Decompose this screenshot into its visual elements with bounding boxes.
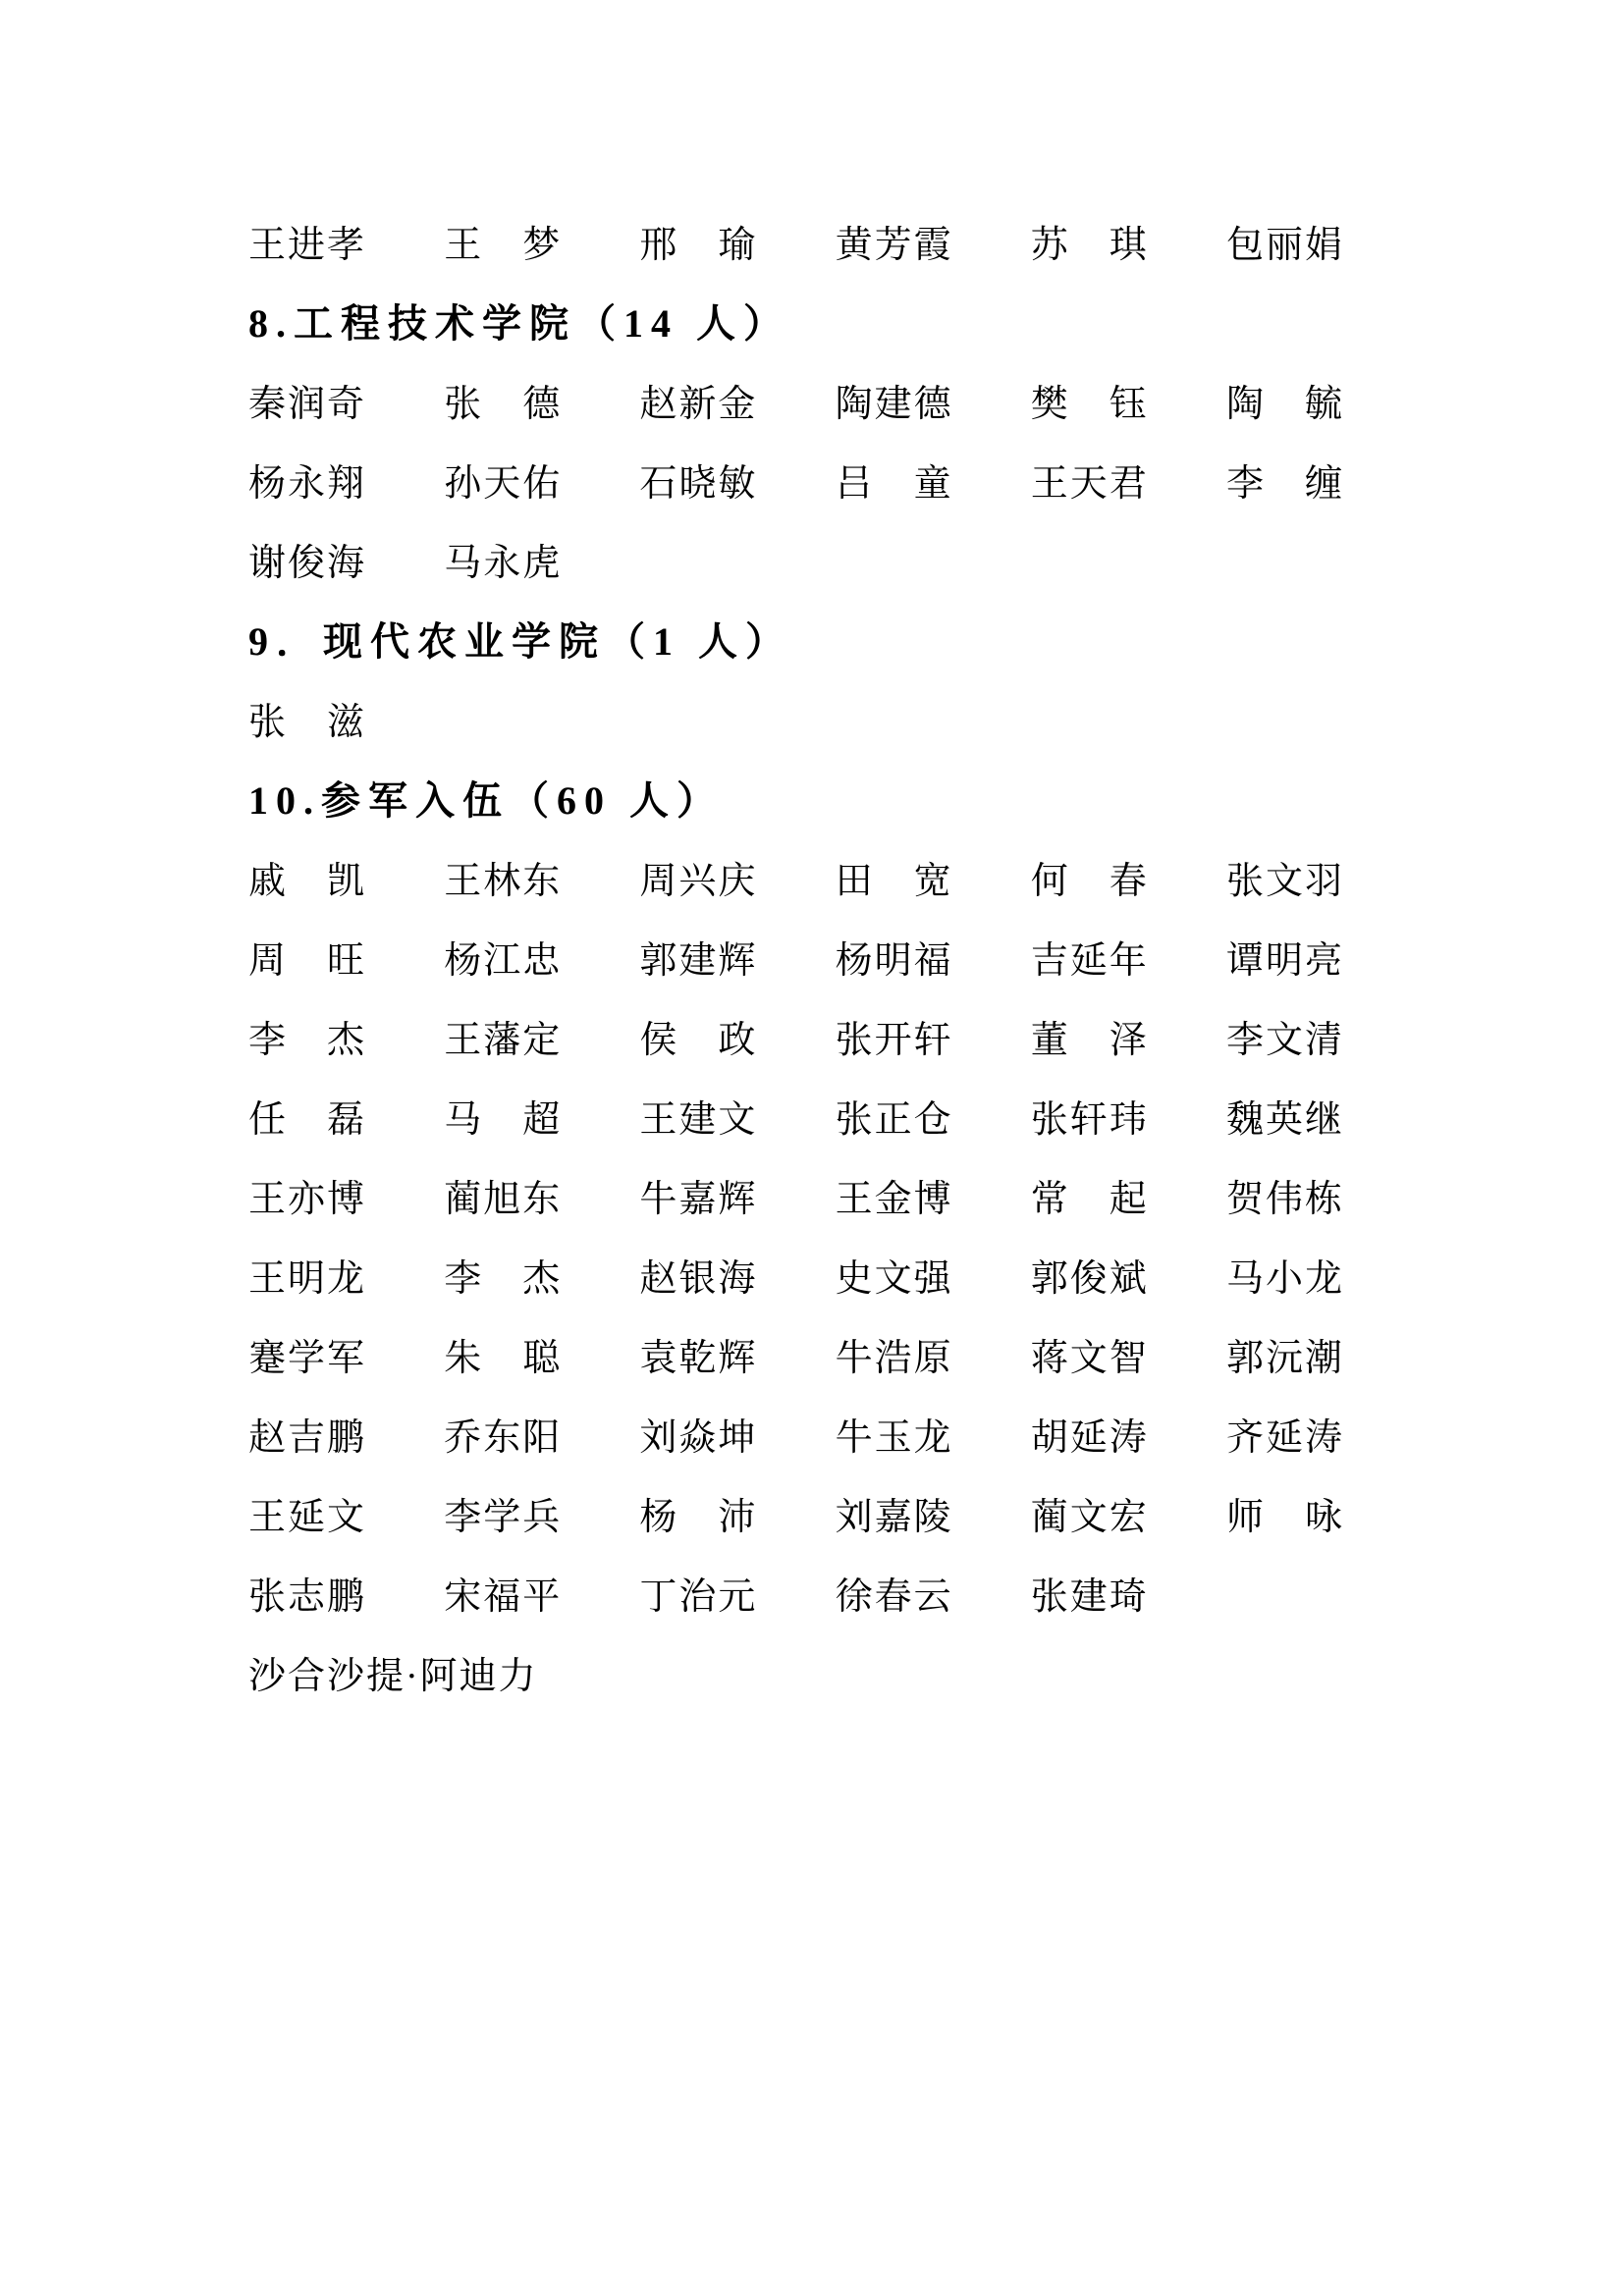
person-name: 朱 聪 xyxy=(444,1338,563,1379)
person-name: 王亦博 xyxy=(248,1179,367,1220)
person-name: 王天君 xyxy=(1030,463,1149,505)
person-name: 周兴庆 xyxy=(639,861,758,902)
person-name: 李 缠 xyxy=(1225,463,1344,505)
section-heading xyxy=(248,281,1378,360)
section-heading xyxy=(248,758,1378,837)
person-name: 蔺文宏 xyxy=(1030,1497,1149,1538)
person-name: 牛玉龙 xyxy=(835,1417,953,1459)
person-name: 常 起 xyxy=(1030,1179,1149,1220)
person-name: 王林东 xyxy=(444,861,563,902)
person-name: 孙天佑 xyxy=(444,463,563,505)
person-name: 谢俊海 xyxy=(248,543,367,584)
name-row xyxy=(248,1314,1378,1394)
person-name: 赵新金 xyxy=(639,384,758,425)
person-name: 杨江忠 xyxy=(444,940,563,982)
person-name: 邢 瑜 xyxy=(639,225,758,266)
person-name: 师 咏 xyxy=(1225,1497,1344,1538)
person-name: 丁治元 xyxy=(639,1576,758,1618)
person-name: 李 杰 xyxy=(248,1020,367,1061)
person-name: 乔东阳 xyxy=(444,1417,563,1459)
person-name: 袁乾辉 xyxy=(639,1338,758,1379)
person-name: 王进孝 xyxy=(248,225,367,266)
person-name: 何 春 xyxy=(1030,861,1149,902)
person-name: 杨 沛 xyxy=(639,1497,758,1538)
person-name: 郭建辉 xyxy=(639,940,758,982)
person-name: 胡延涛 xyxy=(1030,1417,1149,1459)
person-name: 贺伟栋 xyxy=(1225,1179,1344,1220)
person-name: 李 杰 xyxy=(444,1258,563,1300)
person-name: 马小龙 xyxy=(1225,1258,1344,1300)
person-name: 齐延涛 xyxy=(1225,1417,1344,1459)
person-name: 牛浩原 xyxy=(835,1338,953,1379)
name-row xyxy=(248,678,1378,758)
person-name: 郭俊斌 xyxy=(1030,1258,1149,1300)
person-name: 包丽娟 xyxy=(1225,225,1344,266)
name-row xyxy=(248,1076,1378,1155)
person-name: 徐春云 xyxy=(835,1576,953,1618)
person-name: 王延文 xyxy=(248,1497,367,1538)
person-name: 张建琦 xyxy=(1030,1576,1149,1618)
person-name: 魏英继 xyxy=(1225,1099,1344,1141)
person-name: 侯 政 xyxy=(639,1020,758,1061)
person-name: 沙合沙提·阿迪力 xyxy=(248,1656,538,1697)
person-name: 董 泽 xyxy=(1030,1020,1149,1061)
name-row xyxy=(248,440,1378,519)
person-name: 刘嘉陵 xyxy=(835,1497,953,1538)
person-name: 戚 凯 xyxy=(248,861,367,902)
name-row xyxy=(248,1632,1378,1712)
person-name: 张正仓 xyxy=(835,1099,953,1141)
name-row xyxy=(248,917,1378,996)
name-row xyxy=(248,519,1378,599)
name-row xyxy=(248,996,1378,1076)
person-name: 马永虎 xyxy=(444,543,563,584)
document-body xyxy=(248,201,1378,1712)
person-name: 蒋文智 xyxy=(1030,1338,1149,1379)
person-name: 石晓敏 xyxy=(639,463,758,505)
person-name: 史文强 xyxy=(835,1258,953,1300)
person-name: 张志鹏 xyxy=(248,1576,367,1618)
person-name: 谭明亮 xyxy=(1225,940,1344,982)
person-name: 田 宽 xyxy=(835,861,953,902)
person-name: 王 梦 xyxy=(444,225,563,266)
name-row xyxy=(248,1235,1378,1314)
person-name: 周 旺 xyxy=(248,940,367,982)
name-row xyxy=(248,1394,1378,1473)
person-name: 牛嘉辉 xyxy=(639,1179,758,1220)
person-name: 张轩玮 xyxy=(1030,1099,1149,1141)
person-name: 苏 琪 xyxy=(1030,225,1149,266)
person-name: 樊 钰 xyxy=(1030,384,1149,425)
person-name: 陶 毓 xyxy=(1225,384,1344,425)
name-row xyxy=(248,837,1378,917)
person-name: 王建文 xyxy=(639,1099,758,1141)
person-name: 王金博 xyxy=(835,1179,953,1220)
person-name: 张文羽 xyxy=(1225,861,1344,902)
person-name: 杨永翔 xyxy=(248,463,367,505)
person-name: 马 超 xyxy=(444,1099,563,1141)
person-name: 宋福平 xyxy=(444,1576,563,1618)
person-name: 黄芳霞 xyxy=(835,225,953,266)
person-name: 张开轩 xyxy=(835,1020,953,1061)
person-name: 李文清 xyxy=(1225,1020,1344,1061)
section-heading-text: 9．现代农业学院（1 人） xyxy=(248,619,792,664)
name-row xyxy=(248,1155,1378,1235)
person-name: 秦润奇 xyxy=(248,384,367,425)
name-row xyxy=(248,360,1378,440)
person-name: 刘焱坤 xyxy=(639,1417,758,1459)
person-name: 陶建德 xyxy=(835,384,953,425)
person-name: 吕 童 xyxy=(835,463,953,505)
person-name: 吉延年 xyxy=(1030,940,1149,982)
section-heading-text: 10.参军入伍（60 人） xyxy=(248,778,724,823)
person-name: 李学兵 xyxy=(444,1497,563,1538)
person-name: 任 磊 xyxy=(248,1099,367,1141)
person-name: 张 德 xyxy=(444,384,563,425)
person-name: 赵吉鹏 xyxy=(248,1417,367,1459)
person-name: 郭沅潮 xyxy=(1225,1338,1344,1379)
section-heading-text: 8.工程技术学院（14 人） xyxy=(248,301,790,346)
name-row xyxy=(248,1553,1378,1632)
name-row xyxy=(248,1473,1378,1553)
leading-name-row xyxy=(248,201,1378,281)
person-name: 王藩定 xyxy=(444,1020,563,1061)
person-name: 张 滋 xyxy=(248,702,367,743)
person-name: 王明龙 xyxy=(248,1258,367,1300)
person-name: 杨明福 xyxy=(835,940,953,982)
person-name: 蹇学军 xyxy=(248,1338,367,1379)
section-heading xyxy=(248,599,1378,678)
person-name: 赵银海 xyxy=(639,1258,758,1300)
person-name: 蔺旭东 xyxy=(444,1179,563,1220)
